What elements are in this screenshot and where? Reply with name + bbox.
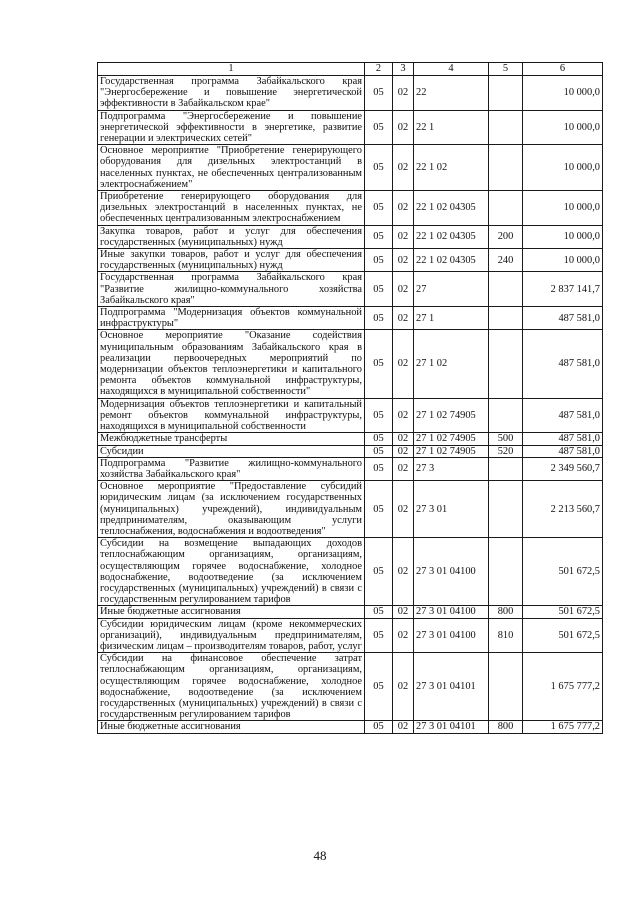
row-name-cell: Иные бюджетные ассигнования xyxy=(98,721,365,733)
row-target-code-cell: 27 xyxy=(414,272,489,307)
table-row xyxy=(98,721,603,733)
row-subsection-cell: 02 xyxy=(393,457,414,480)
row-section-cell: 05 xyxy=(365,457,393,480)
row-amount-cell: 10 000,0 xyxy=(523,249,603,272)
row-amount-cell: 10 000,0 xyxy=(523,191,603,226)
row-section-cell: 05 xyxy=(365,272,393,307)
row-target-code-cell: 27 3 01 04100 xyxy=(414,538,489,606)
table-row xyxy=(98,606,603,618)
row-amount-cell: 487 581,0 xyxy=(523,445,603,457)
row-name-cell: Основное мероприятие "Предоставление субсидий юридическим лицам (за исключением государственных (муниципальных) учреждений), индивидуальным предпринимателям, оказывающим услуги теплоснабжения, водоснабжения и водоотведения" xyxy=(98,481,365,538)
row-section-cell: 05 xyxy=(365,110,393,145)
row-name-cell: Межбюджетные трансферты xyxy=(98,433,365,445)
table-row xyxy=(98,145,603,191)
row-subsection-cell: 02 xyxy=(393,307,414,330)
row-expense-type-cell: 810 xyxy=(489,618,523,653)
table-row xyxy=(98,110,603,145)
row-amount-cell: 487 581,0 xyxy=(523,433,603,445)
header-cell-expense-type: 5 xyxy=(489,63,523,76)
row-subsection-cell: 02 xyxy=(393,538,414,606)
page-number: 48 xyxy=(313,848,327,863)
row-target-code-cell: 27 3 01 04101 xyxy=(414,721,489,733)
row-subsection-cell: 02 xyxy=(393,445,414,457)
row-name-cell: Основное мероприятие "Приобретение генерирующего оборудования для дизельных электростанций в населенных пунктах, не обеспеченных централизованным электроснабжением" xyxy=(98,145,365,191)
row-section-cell: 05 xyxy=(365,606,393,618)
header-cell-section: 2 xyxy=(365,63,393,76)
row-name-cell: Субсидии юридическим лицам (кроме некоммерческих организаций), индивидуальным предпринимателям, физическим лицам – производителям товаров, работ, услуг xyxy=(98,618,365,653)
table-row xyxy=(98,76,603,111)
row-subsection-cell: 02 xyxy=(393,653,414,721)
row-subsection-cell: 02 xyxy=(393,249,414,272)
row-amount-cell: 2 837 141,7 xyxy=(523,272,603,307)
row-target-code-cell: 22 1 02 04305 xyxy=(414,191,489,226)
row-subsection-cell: 02 xyxy=(393,76,414,111)
row-target-code-cell: 22 xyxy=(414,76,489,111)
row-amount-cell: 487 581,0 xyxy=(523,398,603,433)
row-name-cell: Модернизация объектов теплоэнергетики и капитальный ремонт объектов коммунальной инфраструктуры, находящихся в муниципальной собственности xyxy=(98,398,365,433)
row-subsection-cell: 02 xyxy=(393,272,414,307)
table-row xyxy=(98,538,603,606)
row-target-code-cell: 27 1 xyxy=(414,307,489,330)
row-name-cell: Иные бюджетные ассигнования xyxy=(98,606,365,618)
row-target-code-cell: 27 1 02 74905 xyxy=(414,445,489,457)
table-row xyxy=(98,457,603,480)
table-row xyxy=(98,433,603,445)
table-row xyxy=(98,191,603,226)
row-amount-cell: 487 581,0 xyxy=(523,330,603,398)
row-section-cell: 05 xyxy=(365,618,393,653)
row-expense-type-cell xyxy=(489,191,523,226)
row-section-cell: 05 xyxy=(365,249,393,272)
row-section-cell: 05 xyxy=(365,721,393,733)
row-amount-cell: 10 000,0 xyxy=(523,225,603,248)
row-expense-type-cell: 800 xyxy=(489,721,523,733)
row-subsection-cell: 02 xyxy=(393,330,414,398)
row-name-cell: Подпрограмма "Развитие жилищно-коммунального хозяйства Забайкальского края" xyxy=(98,457,365,480)
row-section-cell: 05 xyxy=(365,145,393,191)
table-row xyxy=(98,445,603,457)
row-expense-type-cell xyxy=(489,457,523,480)
row-section-cell: 05 xyxy=(365,653,393,721)
row-expense-type-cell: 200 xyxy=(489,225,523,248)
row-target-code-cell: 22 1 xyxy=(414,110,489,145)
row-subsection-cell: 02 xyxy=(393,145,414,191)
row-expense-type-cell xyxy=(489,307,523,330)
row-target-code-cell: 27 3 01 xyxy=(414,481,489,538)
row-name-cell: Государственная программа Забайкальского края "Развитие жилищно-коммунального хозяйства Забайкальского края" xyxy=(98,272,365,307)
row-amount-cell: 10 000,0 xyxy=(523,76,603,111)
row-amount-cell: 2 349 560,7 xyxy=(523,457,603,480)
table-body xyxy=(98,76,603,734)
row-amount-cell: 1 675 777,2 xyxy=(523,721,603,733)
row-name-cell: Государственная программа Забайкальского края "Энергосбережение и повышение энергетической эффективности в Забайкальском крае" xyxy=(98,76,365,111)
row-amount-cell: 10 000,0 xyxy=(523,145,603,191)
row-name-cell: Подпрограмма "Энергосбережение и повышение энергетической эффективности в энергетике, развитие генерации и электрических сетей" xyxy=(98,110,365,145)
row-amount-cell: 501 672,5 xyxy=(523,606,603,618)
row-expense-type-cell xyxy=(489,653,523,721)
row-subsection-cell: 02 xyxy=(393,433,414,445)
row-target-code-cell: 27 1 02 74905 xyxy=(414,398,489,433)
row-subsection-cell: 02 xyxy=(393,110,414,145)
row-expense-type-cell: 520 xyxy=(489,445,523,457)
row-subsection-cell: 02 xyxy=(393,606,414,618)
table-row xyxy=(98,249,603,272)
row-target-code-cell: 27 1 02 74905 xyxy=(414,433,489,445)
table-row xyxy=(98,653,603,721)
header-cell-subsection: 3 xyxy=(393,63,414,76)
table-row xyxy=(98,618,603,653)
row-target-code-cell: 27 3 xyxy=(414,457,489,480)
table-row xyxy=(98,272,603,307)
row-name-cell: Иные закупки товаров, работ и услуг для обеспечения государственных (муниципальных) нужд xyxy=(98,249,365,272)
row-expense-type-cell xyxy=(489,145,523,191)
row-amount-cell: 1 675 777,2 xyxy=(523,653,603,721)
row-amount-cell: 2 213 560,7 xyxy=(523,481,603,538)
row-target-code-cell: 22 1 02 xyxy=(414,145,489,191)
budget-table xyxy=(97,62,603,734)
row-expense-type-cell xyxy=(489,538,523,606)
row-amount-cell: 501 672,5 xyxy=(523,538,603,606)
row-name-cell: Закупка товаров, работ и услуг для обеспечения государственных (муниципальных) нужд xyxy=(98,225,365,248)
row-section-cell: 05 xyxy=(365,538,393,606)
table-row xyxy=(98,307,603,330)
row-target-code-cell: 27 3 01 04100 xyxy=(414,606,489,618)
row-subsection-cell: 02 xyxy=(393,225,414,248)
row-target-code-cell: 27 3 01 04100 xyxy=(414,618,489,653)
row-section-cell: 05 xyxy=(365,330,393,398)
row-name-cell: Основное мероприятие "Оказание содействия муниципальным образованиям Забайкальского края в реализации первоочередных мероприятий по модернизации объектов теплоэнергетики и капитального ремонта объектов коммунальной инфраструктуры, находящихся в муниципальной собственности" xyxy=(98,330,365,398)
row-name-cell: Подпрограмма "Модернизация объектов коммунальной инфраструктуры" xyxy=(98,307,365,330)
table-header-row xyxy=(98,63,603,76)
row-section-cell: 05 xyxy=(365,398,393,433)
table-row xyxy=(98,225,603,248)
table-row xyxy=(98,330,603,398)
row-target-code-cell: 22 1 02 04305 xyxy=(414,249,489,272)
row-expense-type-cell: 800 xyxy=(489,606,523,618)
row-name-cell: Приобретение генерирующего оборудования для дизельных электростанций в населенных пунктах, не обеспеченных централизованным электроснабжением xyxy=(98,191,365,226)
row-subsection-cell: 02 xyxy=(393,721,414,733)
row-expense-type-cell xyxy=(489,330,523,398)
row-name-cell: Субсидии xyxy=(98,445,365,457)
row-target-code-cell: 27 3 01 04101 xyxy=(414,653,489,721)
row-expense-type-cell xyxy=(489,272,523,307)
row-expense-type-cell xyxy=(489,76,523,111)
row-target-code-cell: 27 1 02 xyxy=(414,330,489,398)
row-amount-cell: 501 672,5 xyxy=(523,618,603,653)
row-expense-type-cell: 500 xyxy=(489,433,523,445)
table-row xyxy=(98,481,603,538)
row-section-cell: 05 xyxy=(365,191,393,226)
row-amount-cell: 10 000,0 xyxy=(523,110,603,145)
row-expense-type-cell: 240 xyxy=(489,249,523,272)
row-expense-type-cell xyxy=(489,481,523,538)
row-section-cell: 05 xyxy=(365,481,393,538)
header-cell-amount: 6 xyxy=(523,63,603,76)
row-name-cell: Субсидии на финансовое обеспечение затрат теплоснабжающим организациям, организациям, осуществляющим горячее водоснабжение, холодное водоснабжение, водоотведение (за исключением государственных (муниципальных) учреждений) в связи с государственным регулированием тарифов xyxy=(98,653,365,721)
row-subsection-cell: 02 xyxy=(393,398,414,433)
row-name-cell: Субсидии на возмещение выпадающих доходов теплоснабжающим организациям, организациям, осуществляющим горячее водоснабжение, холодное водоснабжение, водоотведение (за исключением государственных (муниципальных) учреждений) в связи с государственным регулированием тарифов xyxy=(98,538,365,606)
row-section-cell: 05 xyxy=(365,225,393,248)
row-section-cell: 05 xyxy=(365,445,393,457)
row-amount-cell: 487 581,0 xyxy=(523,307,603,330)
row-section-cell: 05 xyxy=(365,76,393,111)
row-subsection-cell: 02 xyxy=(393,481,414,538)
row-subsection-cell: 02 xyxy=(393,191,414,226)
row-expense-type-cell xyxy=(489,110,523,145)
row-section-cell: 05 xyxy=(365,307,393,330)
row-section-cell: 05 xyxy=(365,433,393,445)
header-cell-name: 1 xyxy=(98,63,365,76)
row-target-code-cell: 22 1 02 04305 xyxy=(414,225,489,248)
header-cell-target-code: 4 xyxy=(414,63,489,76)
table-row xyxy=(98,398,603,433)
row-subsection-cell: 02 xyxy=(393,618,414,653)
row-expense-type-cell xyxy=(489,398,523,433)
